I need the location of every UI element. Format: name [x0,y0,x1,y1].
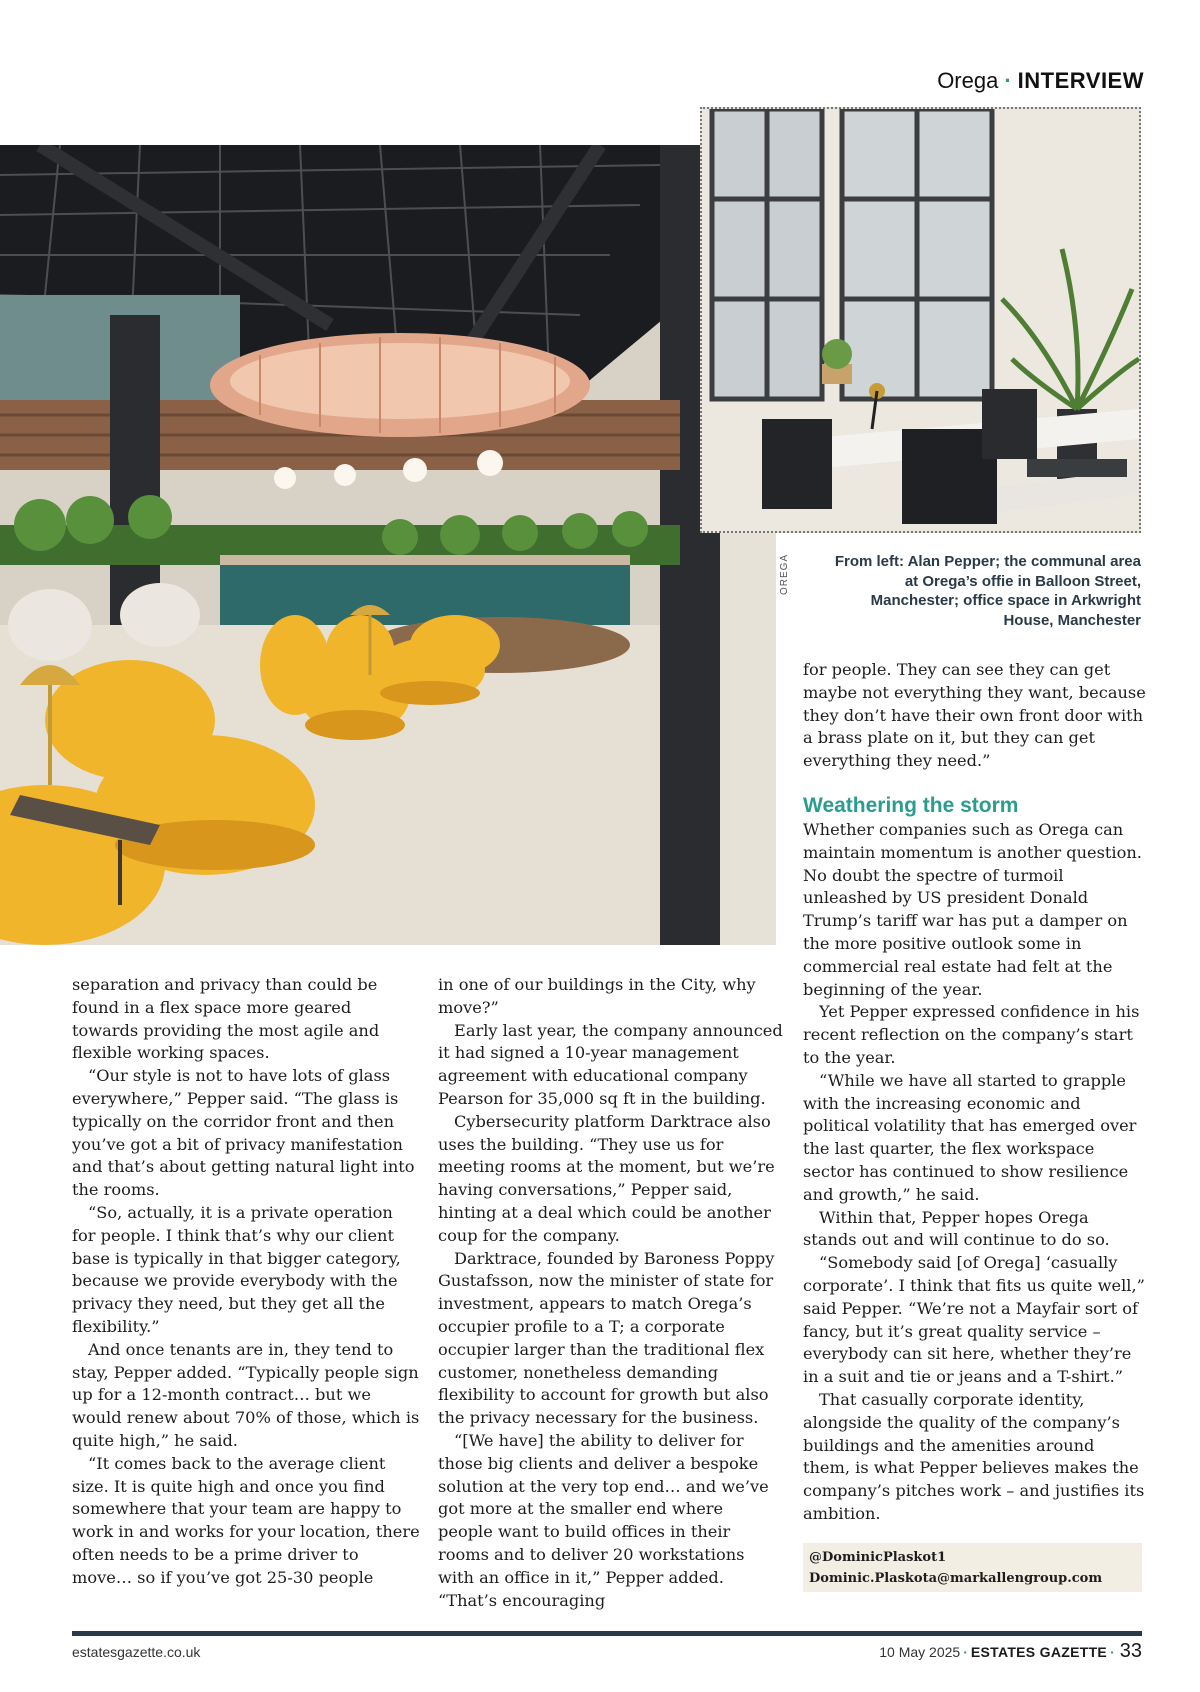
author-email-link[interactable]: Dominic.Plaskota@markallengroup.com [809,1571,1103,1586]
magazine-name: ESTATES GAZETTE [970,1644,1108,1660]
body-paragraph: “While we have all started to grapple with the increasing economic and political volatility that has emerged over the last quarter, the flex workspace sector has continued to show resilience and growth,” he said. [803,1070,1137,1204]
body-paragraph: And once tenants are in, they tend to stay, Pepper added. “Typically people sign up for a 12-month contract… but we would renew about 70% of those, which is quite high,” he said. [72,1339,420,1450]
section-separator: · [1004,68,1012,93]
body-paragraph: in one of our buildings in the City, why move?” [438,975,756,1017]
footer-issue-info [879,1640,1142,1663]
author-twitter-link[interactable]: @DominicPlaskot1 [809,1550,947,1565]
body-paragraph: Early last year, the company announced it had signed a 10-year management agreement with educational company Pearson for 35,000 sq ft in the building. [438,1020,783,1108]
body-paragraph: That casually corporate identity, alongside the quality of the company’s buildings and the amenities around them, is what Pepper believes makes the company’s pitches work – and justifies its ambition. [803,1389,1145,1523]
article-column-3 [803,659,1146,1526]
footer-separator: · [1110,1644,1115,1660]
body-paragraph: “So, actually, it is a private operation for people. I think that’s why our client base is typically in that bigger category, because we provide everybody with the privacy they need, but they get all the flexibility.” [72,1202,401,1336]
lounge-photo [0,145,776,945]
body-paragraph: “Our style is not to have lots of glass everywhere,” Pepper said. “The glass is typically on the corridor front and then you’ve got a bit of privacy manifestation and that’s about getting natural light into the rooms. [72,1066,415,1200]
office-photo [700,107,1141,533]
section-kind: INTERVIEW [1017,68,1144,93]
body-paragraph: “Somebody said [of Orega] ‘casually corporate’. I think that fits us quite well,” said Pepper. “We’re not a Mayfair sort of fancy, but it’s great quality service – everybody can sit here, whether they’re in a suit and tie or jeans and a T-shirt.” [803,1253,1145,1387]
section-name: Orega [937,68,999,93]
footer-rule [72,1631,1142,1636]
photo-caption: From left: Alan Pepper; the communal area at Orega’s offie in Balloon Street, Manchester; office space in Arkwright House, Manchester [834,553,1141,629]
author-contact-box [803,1543,1142,1592]
issue-date: 10 May 2025 [879,1644,961,1660]
section-tag [937,68,1144,94]
photo-credit: OREGA [779,553,790,595]
footer-separator: · [963,1644,968,1660]
body-paragraph: Yet Pepper expressed confidence in his recent reflection on the company’s start to the year. [803,1002,1140,1067]
subheading: Weathering the storm [803,793,1019,817]
body-paragraph: “[We have] the ability to deliver for those big clients and deliver a bespoke solution at the very top end… and we’ve got more at the smaller end where people want to build offices in their rooms and to deliver 20 workstations with an office in it,” Pepper added. “That’s encouraging [438,1430,769,1610]
body-paragraph: Cybersecurity platform Darktrace also uses the building. “They use us for meeting rooms at the moment, but we’re having conversations,” Pepper said, hinting at a deal which could be another coup for the company. [438,1111,775,1245]
body-paragraph: separation and privacy than could be found in a flex space more geared towards providing the most agile and flexible working spaces. [72,975,380,1063]
body-paragraph: Within that, Pepper hopes Orega stands out and will continue to do so. [803,1207,1110,1250]
article-column-1 [72,974,420,1590]
page-number: 33 [1119,1640,1142,1662]
body-paragraph: “It comes back to the average client size. It is quite high and once you find somewhere that your team are happy to work in and works for your location, there often needs to be a prime driver to move… so if you’ve got 25-30 people [72,1453,420,1587]
body-paragraph: Darktrace, founded by Baroness Poppy Gustafsson, now the minister of state for investment, appears to match Orega’s occupier profile to a T; a corporate occupier larger than the traditional flex customer, nonetheless demanding flexibility to account for growth but also the privacy necessary for the business. [438,1248,775,1428]
footer-site-link[interactable]: estatesgazette.co.uk [72,1644,201,1660]
body-paragraph: for people. They can see they can get maybe not everything they want, because they don’t have their own front door with a brass plate on it, but they can get everything they need.” [803,660,1146,771]
article-column-2 [438,974,783,1612]
body-paragraph: Whether companies such as Orega can maintain momentum is another question. No doubt the spectre of turmoil unleashed by US president Donald Trump’s tariff war has put a damper on the more positive outlook some in commercial real estate had felt at the beginning of the year. [803,819,1142,999]
